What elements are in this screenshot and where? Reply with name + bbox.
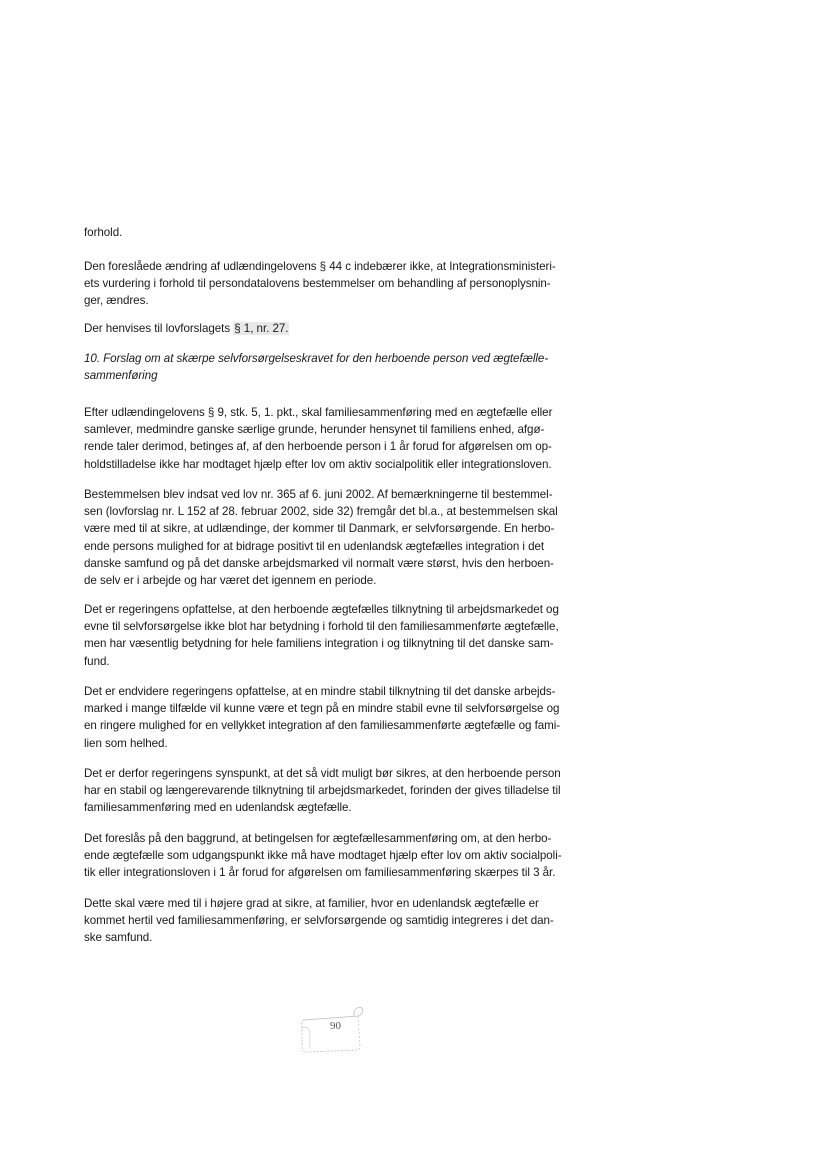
- text-line: evne til selvforsørgelse ikke blot har betydning i forhold til den familiesammenførte ægtefælle,: [84, 620, 559, 634]
- text-line: sen (lovforslag nr. L 152 af 28. februar 2002, side 32) fremgår det bl.a., at bestemmelsen skal: [84, 505, 558, 519]
- text-line: Det er derfor regeringens synspunkt, at det så vidt muligt bør sikres, at den herboende person: [84, 767, 561, 780]
- paragraph-1: [84, 224, 584, 241]
- text-line: Bestemmelsen blev indsat ved lov nr. 365 af 6. juni 2002. Af bemærkningerne til bestemmel-: [84, 488, 553, 501]
- paragraph-6: [84, 601, 584, 670]
- text-line: har en stabil og længerevarende tilknytning til arbejdsmarkedet, forinden der gives tilladelse til: [84, 784, 561, 798]
- text-line: holdstilladelse ikke har modtaget hjælp efter lov om aktiv socialpolitik eller integrationsloven.: [84, 457, 552, 471]
- text-line: Den foreslåede ændring af udlændingelovens § 44 c indebærer ikke, at Integrationsministeri-: [84, 260, 556, 273]
- paragraph-7: [84, 683, 584, 752]
- text-line: rende taler derimod, betinges af, af den herboende person i 1 år forud for afgørelsen om op-: [84, 440, 552, 454]
- text-line: Det er regeringens opfattelse, at den herboende ægtefælles tilknytning til arbejdsmarkedet og: [84, 603, 559, 616]
- text-line: tik eller integrationsloven i 1 år forud for afgørelsen om familiesammenføring skærpes til 3 år.: [84, 866, 556, 880]
- text-line: fund.: [84, 654, 110, 668]
- text-line: de selv er i arbejde og har været det igennem en periode.: [84, 574, 377, 588]
- paragraph-5: [84, 486, 584, 589]
- paragraph-4: [84, 404, 584, 473]
- text-line: kommet hertil ved familiesammenføring, er selvforsørgende og samtidig integreres i det dan-: [84, 914, 554, 928]
- text-line: ets vurdering i forhold til persondatalovens bestemmelser om behandling af personoplysnin-: [84, 277, 551, 291]
- paragraph-8: [84, 765, 584, 817]
- paragraph-3: [84, 320, 584, 337]
- text-line: familiesammenføring med en udenlandsk ægtefælle.: [84, 801, 352, 815]
- section-heading: [84, 350, 584, 384]
- text-line: [84, 320, 584, 337]
- paragraph-10: [84, 895, 584, 947]
- text-line: samlever, medmindre ganske særlige grunde, herunder hensynet til familiens enhed, afgø-: [84, 423, 545, 437]
- text-line: ende ægtefælle som udgangspunkt ikke må have modtaget hjælp efter lov om aktiv socialpoli-: [84, 849, 562, 863]
- paragraph-2: [84, 258, 584, 310]
- page-number: 90: [330, 1020, 341, 1032]
- text-line: være med til at sikre, at udlændinge, der kommer til Danmark, er selvforsørgende. En herbo-: [84, 522, 555, 536]
- text-line: Dette skal være med til i højere grad at sikre, at familier, hvor en udenlandsk ægtefælle er: [84, 897, 539, 910]
- text-line: ske samfund.: [84, 931, 153, 945]
- text-line: men har væsentlig betydning for hele familiens integration i og tilknytning til det danske sam-: [84, 637, 554, 651]
- heading-line: 10. Forslag om at skærpe selvforsørgelseskravet for den herboende person ved ægtefælle-: [84, 352, 549, 365]
- text-line: ende persons mulighed for at bidrage positivt til en udenlandsk ægtefælles integration i det: [84, 539, 545, 553]
- text-line: forhold.: [84, 226, 123, 239]
- paragraph-9: [84, 830, 584, 882]
- text-line: Det foreslås på den baggrund, at betingelsen for ægtefællesammenføring om, at den herbo-: [84, 832, 552, 845]
- text-line: danske samfund og på det danske arbejdsmarked vil normalt være størst, hvis den herboen-: [84, 556, 554, 570]
- heading-line: sammenføring: [84, 369, 158, 383]
- text-line: Det er endvidere regeringens opfattelse, at en mindre stabil tilknytning til det danske arbejds-: [84, 685, 556, 698]
- text-line: marked i mange tilfælde vil kunne være et tegn på en mindre stabil evne til selvforsørgelse og: [84, 702, 560, 716]
- text-line: lien som helhed.: [84, 736, 168, 750]
- text-line: en ringere mulighed for en vellykket integration af den familiesammenførte ægtefælle og fami-: [84, 719, 561, 733]
- text-line: Efter udlændingelovens § 9, stk. 5, 1. pkt., skal familiesammenføring med en ægtefælle eller: [84, 406, 553, 419]
- reference-prefix: Der henvises til lovforslagets: [84, 322, 234, 335]
- section-reference: § 1, nr. 27.: [234, 322, 289, 335]
- text-line: ger, ændres.: [84, 294, 149, 308]
